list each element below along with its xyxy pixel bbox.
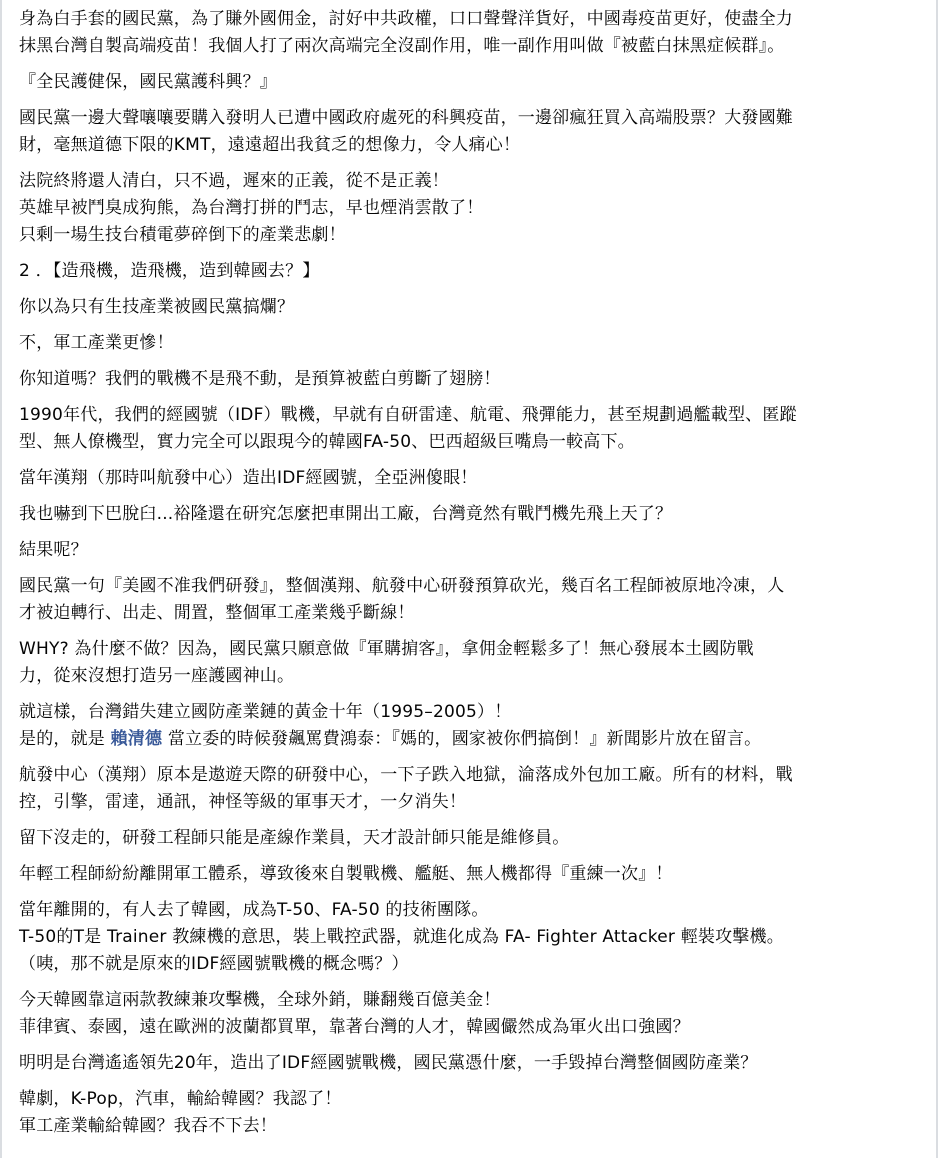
post-line: 1990年代，我們的經國號（IDF）戰機，早就有自研雷達、航電、飛彈能力，甚至規劃過艦載型、匿蹤 — [19, 405, 797, 425]
post-line: 不，軍工產業更慘！ — [19, 333, 174, 353]
post-line: T-50的T是 Trainer 教練機的意思，裝上戰控武器，就進化成為 FA- Fighter Attacker 輕裝攻擊機。 — [19, 927, 784, 947]
mention-link[interactable]: 賴清德 — [110, 729, 163, 749]
post-paragraph — [19, 861, 920, 888]
post-line: 韓劇，K-Pop，汽車，輸給韓國？我認了！ — [19, 1089, 342, 1109]
post-paragraph — [19, 366, 920, 393]
post-line: 菲律賓、泰國，遠在歐洲的波蘭都買單，靠著台灣的人才，韓國儼然成為軍火出口強國？ — [19, 1017, 690, 1037]
post-line: （咦，那不就是原來的IDF經國號戰機的概念嗎？） — [19, 954, 409, 974]
post-line: 財，毫無道德下限的KMT，遠遠超出我貧乏的想像力，令人痛心！ — [19, 135, 521, 155]
post-paragraph — [19, 294, 920, 321]
post-line: 才被迫轉行、出走、閒置，整個軍工產業幾乎斷線！ — [19, 603, 415, 623]
post-line: 當年離開的，有人去了韓國，成為T-50、FA-50 的技術團隊。 — [19, 900, 489, 920]
post-line: WHY? 為什麼不做？因為，國民黨只願意做『軍購掮客』，拿佣金輕鬆多了！無心發展本土國防戰 — [19, 639, 754, 659]
post-paragraph — [19, 105, 920, 159]
post-paragraph — [19, 168, 920, 249]
post-paragraph — [19, 762, 920, 816]
post-line-text: 當立委的時候發飆罵費鴻泰：『媽的，國家被你們搞倒！』新聞影片放在留言。 — [162, 729, 762, 749]
post-line: 我也嚇到下巴脫臼...裕隆還在研究怎麼把車開出工廠，台灣竟然有戰鬥機先飛上天了？ — [19, 504, 673, 524]
post-paragraph — [19, 825, 920, 852]
post-line: 今天韓國靠這兩款教練兼攻擊機，全球外銷，賺翻幾百億美金！ — [19, 990, 501, 1010]
post-line: 力，從來沒想打造另一座護國神山。 — [19, 666, 295, 686]
post-paragraph — [19, 897, 920, 978]
post-paragraph — [19, 330, 920, 357]
post-line: 2 ．【造飛機，造飛機，造到韓國去？】 — [19, 261, 320, 281]
post-line: 你知道嗎？我們的戰機不是飛不動，是預算被藍白剪斷了翅膀！ — [19, 369, 501, 389]
post-paragraph — [19, 258, 920, 285]
post-line: 只剩一場生技台積電夢碎倒下的產業悲劇！ — [19, 225, 346, 245]
post-paragraph — [19, 69, 920, 96]
post-line: 年輕工程師紛紛離開軍工體系，導致後來自製戰機、艦艇、無人機都得『重練一次』！ — [19, 864, 673, 884]
post-line: 留下沒走的，研發工程師只能是產線作業員，天才設計師只能是維修員。 — [19, 828, 570, 848]
post-line: 型、無人僚機型，實力完全可以跟現今的韓國FA-50、巴西超級巨嘴鳥一較高下。 — [19, 432, 635, 452]
post-line — [19, 726, 920, 753]
post-paragraph — [19, 402, 920, 456]
post-paragraph — [19, 501, 920, 528]
post-line: 就這樣，台灣錯失建立國防產業鏈的黃金十年（1995–2005）！ — [19, 702, 512, 722]
post-line: 當年漢翔（那時叫航發中心）造出IDF經國號，全亞洲傻眼！ — [19, 468, 478, 488]
post-line: 結果呢？ — [19, 540, 88, 560]
post-paragraph — [19, 987, 920, 1041]
post-paragraph — [19, 573, 920, 627]
post-line: 英雄早被鬥臭成狗熊，為台灣打拼的鬥志，早也煙消雲散了！ — [19, 198, 484, 218]
post-line: 國民黨一邊大聲嚷嚷要購入發明人已遭中國政府處死的科興疫苗，一邊卻瘋狂買入高端股票？大發國難 — [19, 108, 793, 128]
post-paragraph — [19, 537, 920, 564]
post-paragraph — [19, 1050, 920, 1077]
post-line: 國民黨一句『美國不准我們研發』，整個漢翔、航發中心研發預算砍光，幾百名工程師被原地冷凍，人 — [19, 576, 785, 596]
post-paragraph — [19, 699, 920, 753]
post-line: 你以為只有生技產業被國民黨搞爛？ — [19, 297, 295, 317]
post-line: 軍工產業輸給韓國？我吞不下去！ — [19, 1116, 277, 1136]
post-line: 控，引擎，雷達，通訊，神怪等級的軍事天才，一夕消失！ — [19, 792, 467, 812]
post-line: 法院終將還人清白，只不過，遲來的正義，從不是正義！ — [19, 171, 449, 191]
post-paragraph — [19, 1086, 920, 1140]
post-paragraph — [19, 465, 920, 492]
post-paragraph — [19, 636, 920, 690]
post-line: 明明是台灣遙遙領先20年，造出了IDF經國號戰機，國民黨憑什麼，一手毀掉台灣整個國防產業？ — [19, 1053, 758, 1073]
post-paragraph — [19, 6, 920, 60]
post-line: 身為白手套的國民黨，為了賺外國佣金，討好中共政權，口口聲聲洋貨好，中國毒疫苗更好，使盡全力 — [19, 9, 793, 29]
post-line: 抹黑台灣自製高端疫苗！我個人打了兩次高端完全沒副作用，唯一副作用叫做『被藍白抹黑症候群』。 — [19, 36, 785, 56]
post-line: 航發中心（漢翔）原本是遨遊天際的研發中心，一下子跌入地獄，淪落成外包加工廠。所有的材料，戰 — [19, 765, 793, 785]
post-line-text: 是的，就是 — [19, 729, 111, 749]
post-line: 『全民護健保，國民黨護科興？』 — [19, 72, 277, 92]
